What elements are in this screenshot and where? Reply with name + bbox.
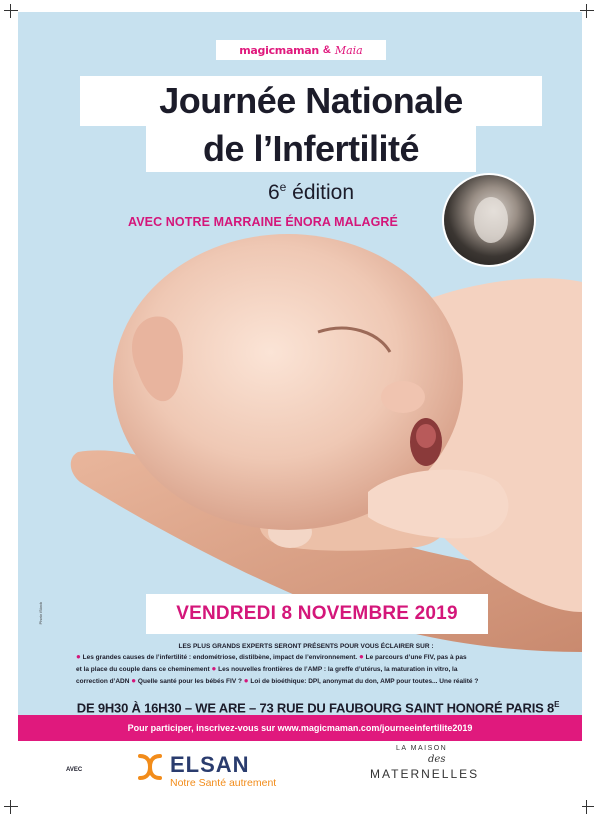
registration-banner[interactable] <box>18 715 582 741</box>
partner-logos <box>216 40 386 60</box>
title-line2: de l’Infertilité <box>202 128 420 169</box>
edition-suffix: e <box>279 180 287 194</box>
topic-bioethique: Loi de bioéthique: DPI, anonymat du don, AMP pour toutes... Une réalité ? <box>250 677 479 685</box>
crop-mark-top-right <box>580 4 594 18</box>
experts-header: LES PLUS GRANDS EXPERTS SERONT PRÉSENTS POUR VOUS ÉCLAIRER SUR : <box>178 643 434 650</box>
partners-footer <box>18 741 582 808</box>
maternelles-logo: MATERNELLES <box>370 767 480 781</box>
venue-text: DE 9H30 À 16H30 – WE ARE – 73 RUE DU FAUBOURG SAINT HONORÉ PARIS 8 <box>76 700 555 716</box>
magicmaman-logo: magicmaman <box>239 43 319 57</box>
topic-sante-bebes: Quelle santé pour les bébés FIV ? <box>137 677 242 685</box>
crop-mark-top-left <box>4 4 18 18</box>
venue-suffix: E <box>554 700 560 709</box>
topic-couple: et la place du couple dans ce cheminement <box>76 666 210 674</box>
experts-line-2 <box>76 663 566 675</box>
date-box <box>146 594 488 634</box>
elsan-name: ELSAN <box>170 752 250 777</box>
poster <box>18 12 582 808</box>
bullet-dot: ● <box>211 664 217 674</box>
partner-script-logo: Maia <box>334 43 363 57</box>
experts-block <box>76 642 566 686</box>
bullet-dot: ● <box>243 675 249 685</box>
maternelles-top: LA MAISON <box>396 745 448 752</box>
maternelles-des: des <box>428 754 446 765</box>
edition-number: 6 <box>267 181 280 204</box>
elsan-tagline: Notre Santé autrement <box>170 777 277 789</box>
marraine-portrait <box>444 175 534 265</box>
experts-line-3 <box>76 675 566 687</box>
experts-line-1 <box>76 651 566 663</box>
topic-adn: correction d’ADN <box>76 677 130 685</box>
title-line1: Journée Nationale <box>159 80 463 121</box>
topic-causes: Les grandes causes de l’infertilité : endométriose, distilbène, impact de l’environnement. <box>82 654 358 662</box>
title-box-line1 <box>80 76 542 126</box>
edition-word: édition <box>286 181 355 204</box>
bullet-dot: ● <box>76 652 81 662</box>
event-date: VENDREDI 8 NOVEMBRE 2019 <box>176 603 458 624</box>
title-box-line2 <box>146 126 476 172</box>
topic-frontieres: Les nouvelles frontières de l’AMP : la greffe d’utérus, la maturation in vitro, la <box>218 666 458 674</box>
crop-mark-bottom-right <box>580 800 594 814</box>
photo-credit: Photo iStock <box>38 602 43 625</box>
elsan-logo-icon <box>136 752 164 782</box>
crop-mark-bottom-left <box>4 800 18 814</box>
logo-ampersand: & <box>322 44 331 56</box>
topic-fiv: Le parcours d’une FIV, pas à pas <box>365 654 467 662</box>
marraine-line: AVEC NOTRE MARRAINE ÉNORA MALAGRÉ <box>128 215 398 229</box>
registration-link[interactable]: Pour participer, inscrivez-vous sur www.magicmaman.com/journeeinfertilite2019 <box>127 723 473 733</box>
bullet-dot: ● <box>359 652 364 662</box>
venue-line <box>48 700 582 715</box>
edition-label <box>228 180 394 205</box>
avec-label: AVEC <box>66 767 83 773</box>
bullet-dot: ● <box>131 675 137 685</box>
